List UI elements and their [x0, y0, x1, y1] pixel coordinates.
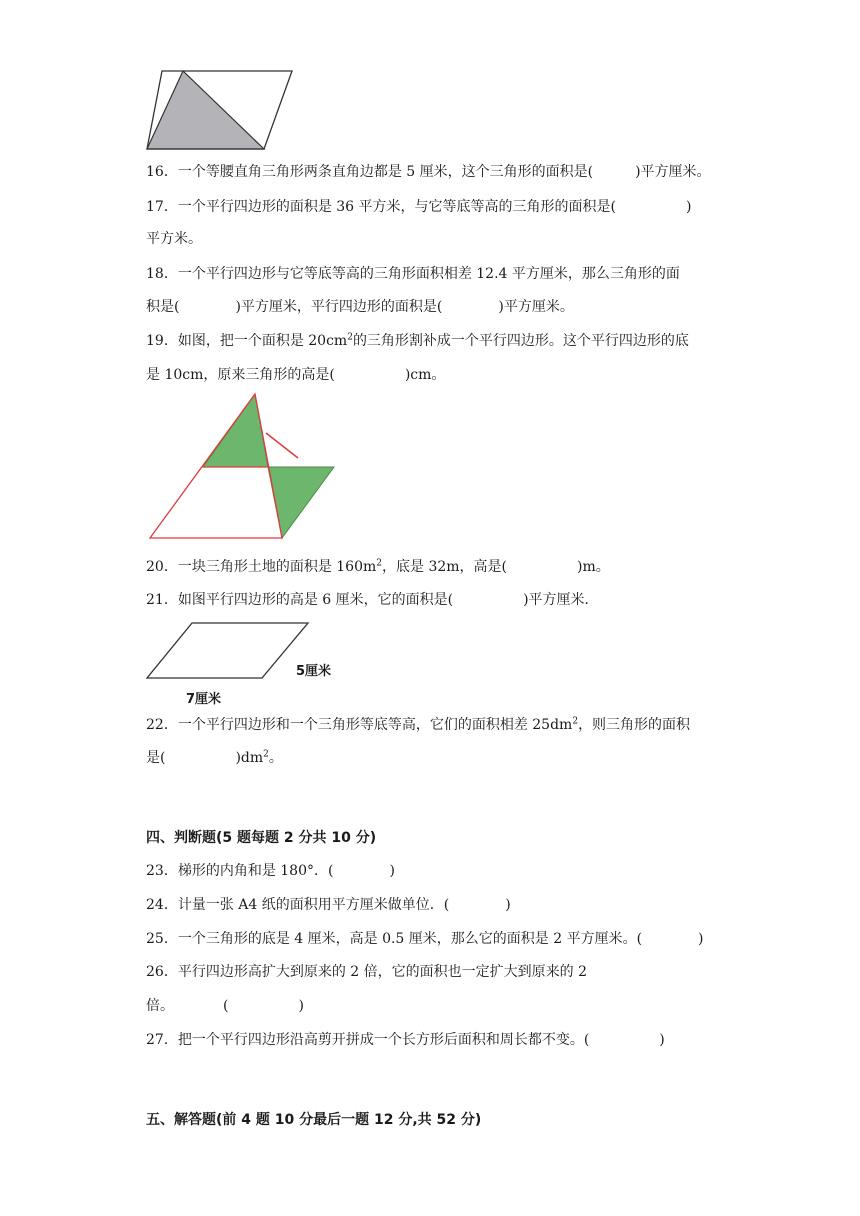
q22-text-b: ，则三角形的面积 [578, 717, 691, 733]
parallelogram-21-outline [147, 623, 308, 678]
question-20 [146, 557, 610, 577]
red-arrow-line [266, 433, 298, 458]
question-18-line2: 积是( )平方厘米，平行四边形的面积是( )平方厘米。 [146, 299, 574, 315]
q20-text-a: 20．一块三角形土地的面积是 160m [146, 559, 377, 575]
question-19-line2: 是 10cm，原来三角形的高是( )cm。 [146, 367, 446, 383]
triangle-to-parallelogram-figure [144, 390, 344, 546]
question-23: 23．梯形的内角和是 180°．( ) [146, 863, 395, 879]
green-top-triangle [203, 394, 268, 467]
parallelogram-shaded-triangle-figure [140, 66, 300, 154]
section-5-heading: 五、解答题(前 4 题 10 分最后一题 12 分,共 52 分) [146, 1112, 482, 1128]
shaded-triangle [147, 71, 264, 149]
q22-text-c: 是( )dm [146, 750, 264, 766]
question-24: 24．计量一张 A4 纸的面积用平方厘米做单位．( ) [146, 897, 511, 913]
q20-text-b: ，底是 32m，高是( )m。 [382, 559, 610, 575]
question-22-line2 [146, 748, 283, 768]
base-length-label: 7厘米 [186, 692, 222, 707]
question-19-line1 [146, 331, 689, 351]
side-length-label: 5厘米 [296, 664, 332, 679]
question-26-line1: 26．平行四边形高扩大到原来的 2 倍，它的面积也一定扩大到原来的 2 [146, 964, 587, 980]
q19-text-a: 19．如图，把一个面积是 20cm [146, 333, 348, 349]
section-4-heading: 四、判断题(5 题每题 2 分共 10 分) [146, 830, 377, 846]
green-moved-triangle [268, 467, 334, 538]
question-26-line2: 倍。 ( ) [146, 998, 304, 1014]
question-17-line1: 17．一个平行四边形的面积是 36 平方米，与它等底等高的三角形的面积是( ) [146, 199, 692, 215]
question-16: 16．一个等腰直角三角形两条直角边都是 5 厘米，这个三角形的面积是( )平方厘米。 [146, 164, 711, 180]
q22-text-d: 。 [268, 750, 283, 766]
question-17-line2: 平方米。 [146, 231, 202, 247]
q19-text-b: 的三角形割补成一个平行四边形。这个平行四边形的底 [352, 333, 689, 349]
question-27: 27．把一个平行四边形沿高剪开拼成一个长方形后面积和周长都不变。( ) [146, 1032, 665, 1048]
question-22-line1 [146, 715, 690, 735]
question-21: 21．如图平行四边形的高是 6 厘米，它的面积是( )平方厘米． [146, 592, 599, 608]
q22-sup-1: 2 [572, 716, 579, 727]
q20-sup: 2 [376, 558, 382, 569]
question-18-line1: 18．一个平行四边形与它等底等高的三角形面积相差 12.4 平方厘米，那么三角形的面 [146, 266, 680, 282]
q19-sup: 2 [347, 332, 353, 343]
q22-text-a: 22．一个平行四边形和一个三角形等底等高，它们的面积相差 25dm [146, 717, 573, 733]
q22-sup-2: 2 [263, 749, 269, 760]
question-25: 25．一个三角形的底是 4 厘米，高是 0.5 厘米，那么它的面积是 2 平方厘米。( ) [146, 931, 704, 947]
